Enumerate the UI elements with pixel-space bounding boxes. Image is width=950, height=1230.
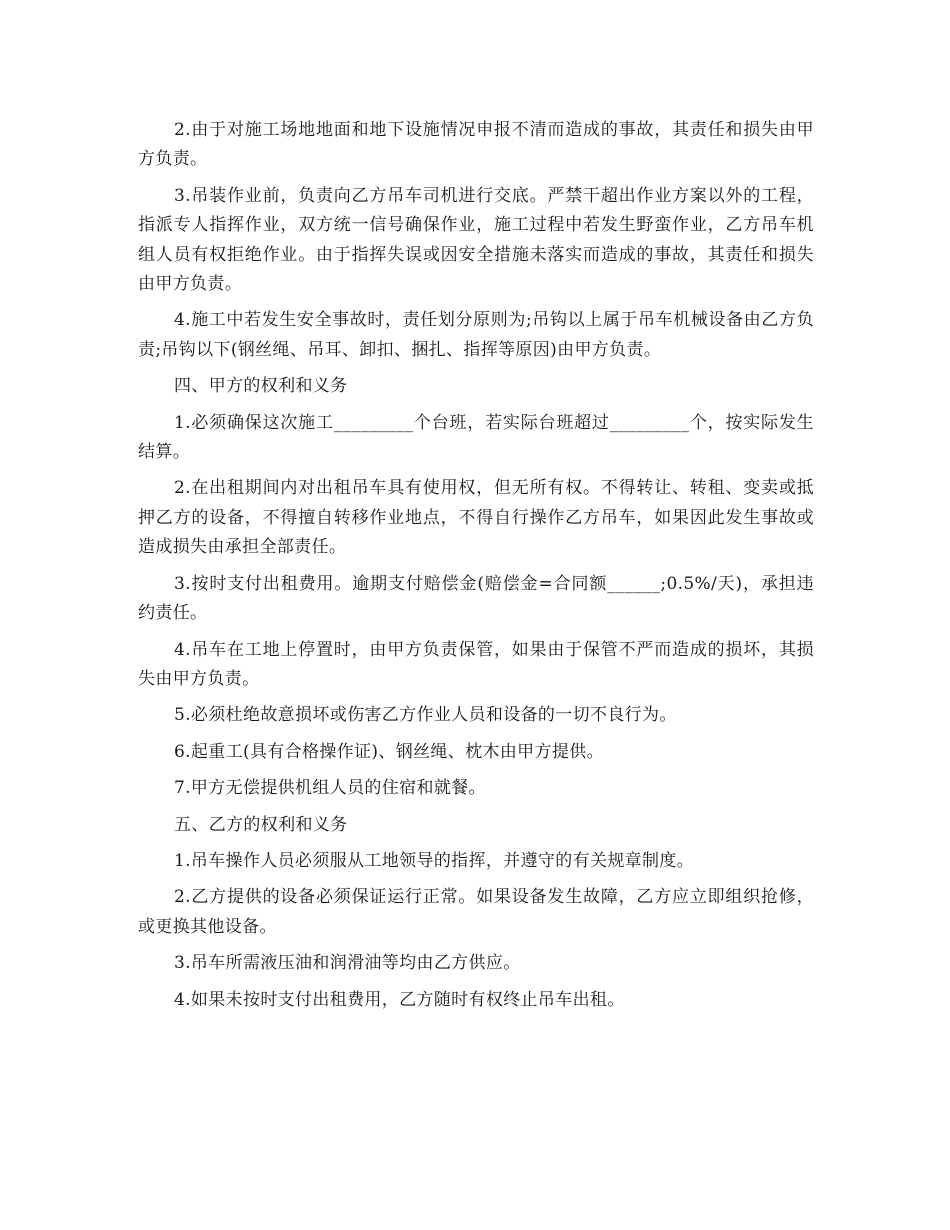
party-b-item-2: 2.乙方提供的设备必须保证运行正常。如果设备发生故障，乙方应立即组织抢修，或更换其他设备。 [138, 887, 814, 937]
clause-3-item-4: 4.施工中若发生安全事故时，责任划分原则为;吊钩以上属于吊车机械设备由乙方负责;吊钩以下(钢丝绳、吊耳、卸扣、捆扎、指挥等原因)由甲方负责。 [138, 310, 814, 360]
party-a-item-7: 7.甲方无偿提供机组人员的住宿和就餐。 [174, 778, 486, 799]
party-a-item-3: 3.按时支付出租费用。逾期支付赔偿金(赔偿金=合同额______;0.5%/天)，承担违约责任。 [138, 573, 814, 624]
party-b-item-1: 1.吊车操作人员必须服从工地领导的指挥，并遵守的有关规章制度。 [174, 850, 695, 871]
party-b-item-3: 3.吊车所需液压油和润滑油等均由乙方供应。 [174, 953, 521, 974]
document-body [138, 116, 814, 1022]
party-a-item-5: 5.必须杜绝故意损坏或伤害乙方作业人员和设备的一切不良行为。 [174, 705, 677, 726]
party-a-item-4: 4.吊车在工地上停置时，由甲方负责保管，如果由于保管不严而造成的损坏，其损失由甲方负责。 [138, 639, 814, 689]
party-a-item-6: 6.起重工(具有合格操作证)、钢丝绳、枕木由甲方提供。 [174, 741, 604, 762]
clause-3-item-2: 2.由于对施工场地地面和地下设施情况申报不清而造成的事故，其责任和损失由甲方负责。 [138, 120, 814, 170]
section-heading-party-a: 四、甲方的权利和义务 [174, 376, 348, 397]
clause-3-item-3: 3.吊装作业前，负责向乙方吊车司机进行交底。严禁干超出作业方案以外的工程，指派专人指挥作业，双方统一信号确保作业，施工过程中若发生野蛮作业，乙方吊车机组人员有权拒绝作业。由于指挥失误或因安全措施未落实而造成的事故，其责任和损失由甲方负责。 [138, 185, 814, 295]
party-b-item-4: 4.如果未按时支付出租费用，乙方随时有权终止吊车出租。 [174, 989, 625, 1010]
party-a-item-1: 1.必须确保这次施工_________个台班，若实际台班超过_________个，按实际发生结算。 [138, 412, 814, 463]
party-a-item-2: 2.在出租期间内对出租吊车具有使用权，但无所有权。不得转让、转租、变卖或抵押乙方的设备，不得擅自转移作业地点，不得自行操作乙方吊车，如果因此发生事故或造成损失由承担全部责任。 [138, 478, 814, 558]
section-heading-party-b: 五、乙方的权利和义务 [174, 814, 348, 835]
